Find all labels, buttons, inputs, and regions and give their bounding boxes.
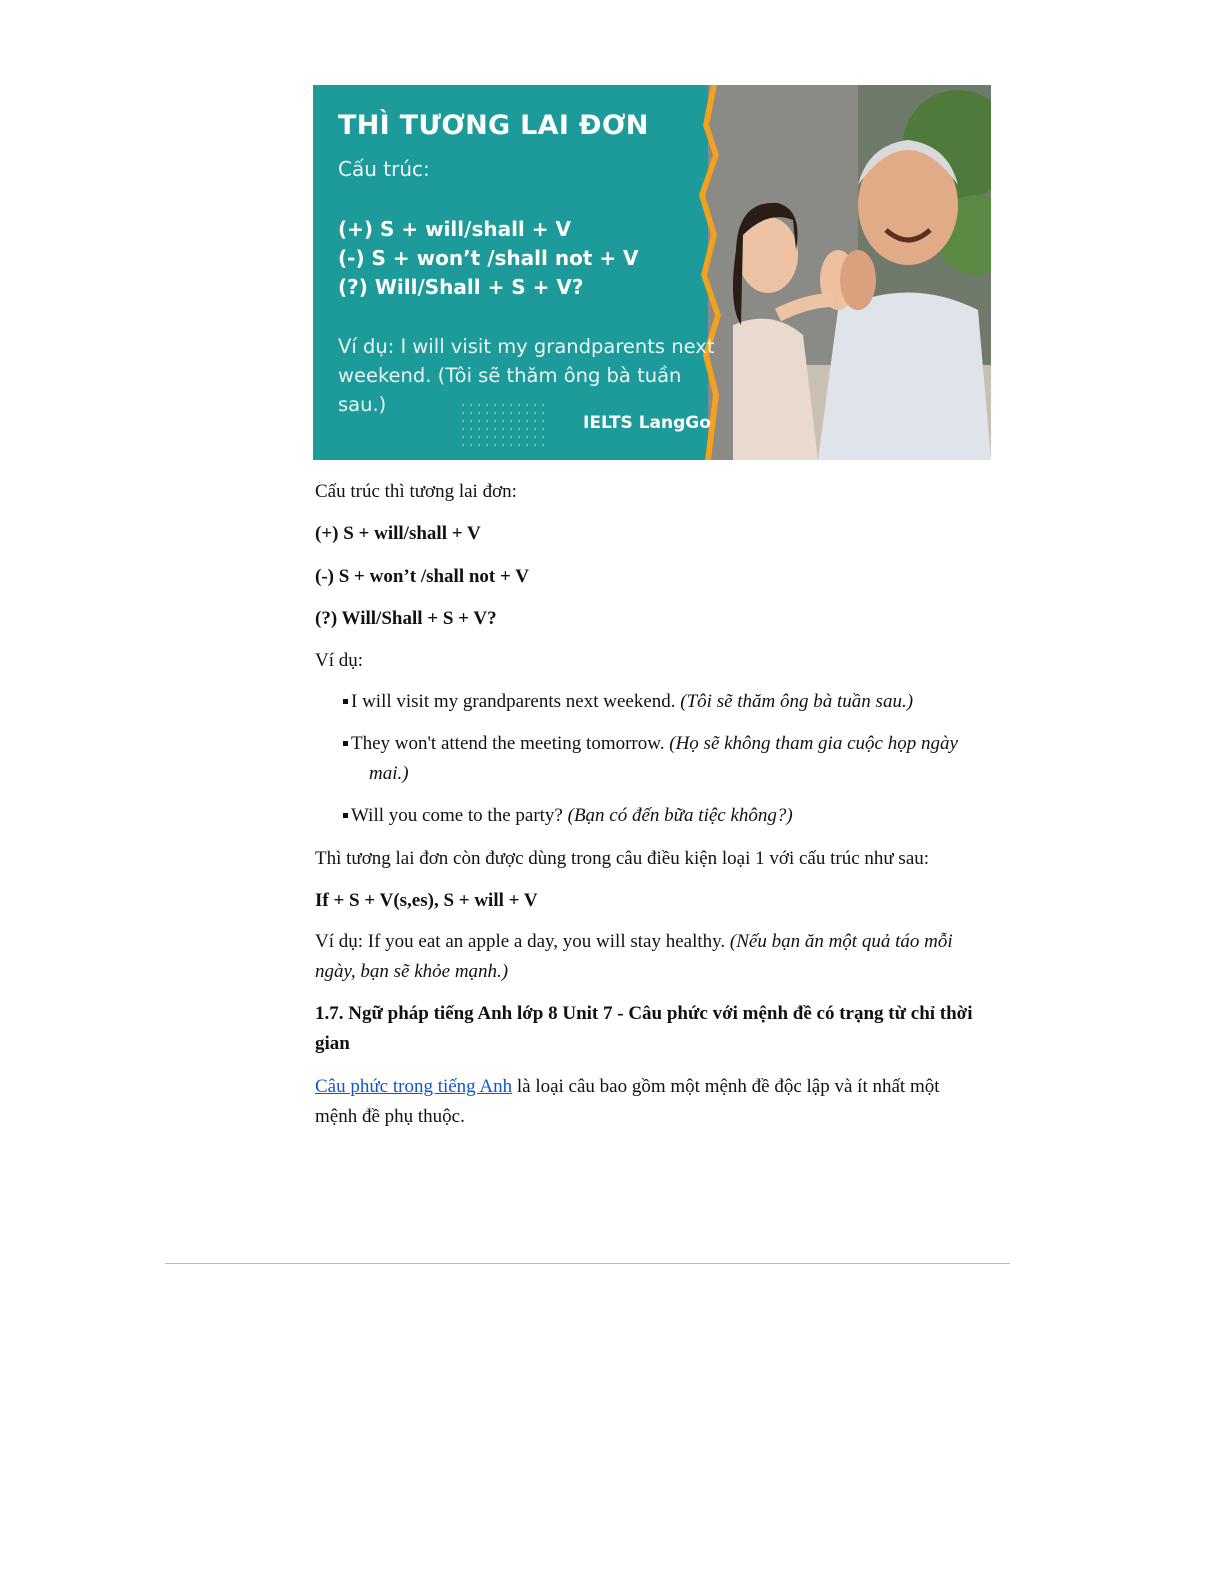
banner-title: THÌ TƯƠNG LAI ĐƠN (338, 110, 649, 141)
bullet-icon (343, 741, 348, 746)
future-tense-banner (313, 85, 991, 460)
banner-rule-negative: (-) S + won’t /shall not + V (338, 246, 639, 270)
section-heading-continuation: gian (315, 1033, 350, 1054)
conditional-example-continuation: ngày, bạn sẽ khỏe mạnh.) (315, 961, 509, 982)
banner-subtitle: Cấu trúc: (338, 157, 430, 181)
complex-sentence-link[interactable]: Câu phức trong tiếng Anh (315, 1076, 513, 1097)
bullet-icon (343, 813, 348, 818)
banner-example: Ví dụ: I will visit my grandparents next weekend. (Tôi sẽ thăm ông bà tuần sau.) (338, 335, 715, 416)
conditional-intro: Thì tương lai đơn còn được dùng trong câu điều kiện loại 1 với cấu trúc như sau: (315, 848, 930, 869)
conditional-rule: If + S + V(s,es), S + will + V (315, 890, 538, 911)
banner-rule-positive: (+) S + will/shall + V (338, 217, 571, 241)
complex-sentence-continuation: mệnh đề phụ thuộc. (315, 1106, 465, 1127)
page-divider (165, 1263, 1010, 1264)
section-heading: 1.7. Ngữ pháp tiếng Anh lớp 8 Unit 7 - Câu phức với mệnh đề có trạng từ chỉ thời (315, 1003, 973, 1024)
grandfather-girl-photo (708, 85, 991, 460)
rule-question: (?) Will/Shall + S + V? (315, 608, 497, 629)
dot-pattern-decoration (461, 403, 549, 451)
banner-rule-question: (?) Will/Shall + S + V? (338, 275, 584, 299)
brand-logo: IELTS LangGo (583, 413, 711, 433)
rule-negative: (-) S + won’t /shall not + V (315, 566, 529, 587)
bullet-icon (343, 699, 348, 704)
examples-label: Ví dụ: (315, 650, 364, 671)
structure-heading: Cấu trúc thì tương lai đơn: (315, 481, 517, 502)
list-item-continuation: mai.) (369, 763, 409, 784)
rule-positive: (+) S + will/shall + V (315, 523, 481, 544)
banner-rules (338, 215, 639, 302)
list-item: I will visit my grandparents next weekend. (Tôi sẽ thăm ông bà tuần sau.) (343, 691, 913, 713)
list-item: Will you come to the party? (Bạn có đến bữa tiệc không?) (343, 805, 793, 827)
conditional-example: Ví dụ: If you eat an apple a day, you will stay healthy. (Nếu bạn ăn một quả táo mỗi (315, 931, 953, 952)
list-item: They won't attend the meeting tomorrow. (Họ sẽ không tham gia cuộc họp ngày (343, 733, 958, 755)
complex-sentence-paragraph: Câu phức trong tiếng Anh là loại câu bao gồm một mệnh đề độc lập và ít nhất một (315, 1076, 940, 1097)
